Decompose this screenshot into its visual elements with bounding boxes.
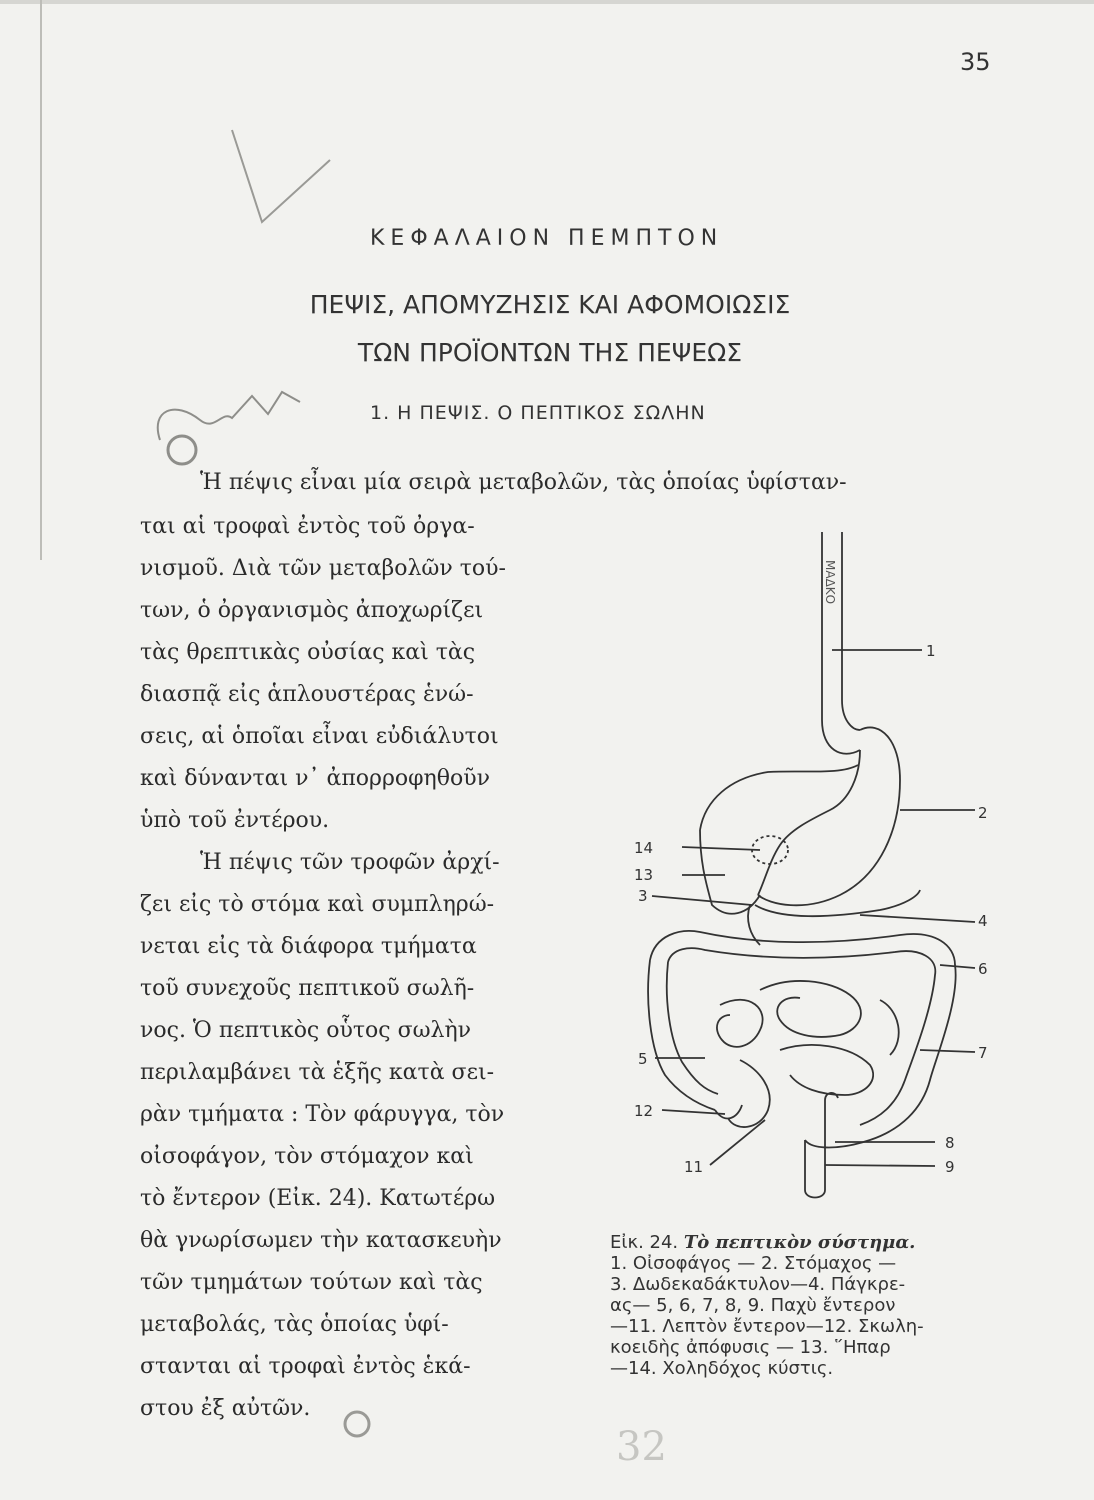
body-line: νεται εἰς τὰ διάφορα τμήματα	[140, 934, 477, 959]
figure-label-2: 2	[978, 804, 988, 822]
body-line: τοῦ συνεχοῦς πεπτικοῦ σωλῆ-	[140, 976, 475, 1001]
appendix	[715, 1105, 742, 1118]
figure-caption	[610, 1232, 1020, 1379]
esophagus-right	[842, 532, 860, 730]
leader-line-3	[652, 896, 752, 905]
caption-line: 3. Δωδεκαδάκτυλον—4. Πάγκρε-	[610, 1274, 906, 1295]
caption-line: ας— 5, 6, 7, 8, 9. Παχὺ ἔντερον	[610, 1295, 896, 1316]
figure-label-1: 1	[926, 642, 936, 660]
figure-label-4: 4	[978, 912, 988, 930]
figure-label-11: 11	[684, 1158, 704, 1176]
chapter-heading: ΚΕΦΑΛΑΙΟΝ ΠΕΜΠΤΟΝ	[370, 226, 724, 251]
body-line: τὸ ἔντερον (Εἰκ. 24). Κατωτέρω	[140, 1186, 496, 1211]
large-intestine-outer	[650, 931, 956, 1148]
leader-line-14	[682, 847, 760, 850]
body-line: οἰσοφάγον, τὸν στόμαχον καὶ	[140, 1144, 474, 1169]
small-intestine-coil	[880, 1000, 899, 1055]
figure-label-14: 14	[634, 839, 654, 857]
body-line: καὶ δύνανται ν᾽ ἀπορροφηθοῦν	[140, 766, 490, 791]
figure-label-9: 9	[945, 1158, 955, 1176]
leader-line-6	[940, 965, 975, 968]
pencil-check-mark	[232, 130, 330, 222]
body-line: των, ὁ ὀργανισμὸς ἀποχωρίζει	[140, 598, 484, 623]
caption-line: —11. Λεπτὸν ἔντερον—12. Σκωλη-	[610, 1316, 924, 1337]
body-line: θὰ γνωρίσωμεν τὴν κατασκευὴν	[140, 1228, 502, 1253]
figure-label-13: 13	[634, 866, 654, 884]
small-intestine-coil	[780, 1045, 873, 1095]
body-line: τῶν τμημάτων τούτων καὶ τὰς	[140, 1270, 483, 1295]
pencil-blot	[168, 436, 196, 464]
figure-label-3: 3	[638, 887, 648, 905]
pencil-blot-bottom	[345, 1412, 369, 1436]
stomach-outer	[758, 727, 900, 905]
tube-text: ΜΑΔΚΟ	[823, 560, 837, 605]
leader-line-7	[920, 1050, 975, 1052]
section-heading: 1. Η ΠΕΨΙΣ. Ο ΠΕΠΤΙΚΟΣ ΣΩΛΗΝ	[370, 402, 706, 424]
handwritten-note: 32	[616, 1424, 667, 1470]
body-line: μεταβολάς, τὰς ὁποίας ὑφί-	[140, 1312, 449, 1337]
rectum	[805, 1093, 838, 1198]
body-line: ρὰν τμήματα : Τὸν φάρυγγα, τὸν	[140, 1102, 505, 1127]
caption-line: 1. Οἰσοφάγος — 2. Στόμαχος —	[610, 1253, 897, 1274]
caption-figure-number: Εἰκ. 24.	[610, 1232, 679, 1253]
title-line-1: ΠΕΨΙΣ, ΑΠΟΜΥΖΗΣΙΣ ΚΑΙ ΑΦΟΜΟΙΩΣΙΣ	[309, 290, 791, 319]
body-line: σεις, αἱ ὁποῖαι εἶναι εὐδιάλυτοι	[140, 724, 499, 749]
small-intestine-coil	[760, 981, 861, 1037]
figure-label-12: 12	[634, 1102, 654, 1120]
body-line: νος. Ὁ πεπτικὸς οὗτος σωλὴν	[140, 1018, 472, 1043]
body-line: ται αἱ τροφαὶ ἐντὸς τοῦ ὀργα-	[140, 514, 475, 539]
leader-line-4	[860, 915, 975, 922]
small-intestine-coil	[717, 1000, 763, 1047]
body-line: νισμοῦ. Διὰ τῶν μεταβολῶν τού-	[140, 556, 506, 581]
body-line: διασπᾷ εἰς ἁπλουστέρας ἑνώ-	[140, 682, 474, 707]
body-line: στανται αἱ τροφαὶ ἐντὸς ἑκά-	[140, 1354, 471, 1379]
liver-top	[700, 765, 858, 830]
ascending-colon-inner	[667, 962, 718, 1094]
caption-line: κοειδὴς ἀπόφυσις — 13. ῞Ηπαρ	[610, 1337, 891, 1358]
pencil-scribble	[158, 392, 300, 440]
figure-label-6: 6	[978, 960, 988, 978]
body-line: ζει εἰς τὸ στόμα καὶ συμπληρώ-	[140, 892, 495, 917]
body-line: Ἡ πέψις τῶν τροφῶν ἀρχί-	[200, 850, 500, 875]
body-line: τὰς θρεπτικὰς οὐσίας καὶ τὰς	[140, 640, 476, 665]
figure-label-7: 7	[978, 1044, 988, 1062]
caption-title-line	[610, 1232, 1020, 1253]
large-intestine-inner	[668, 948, 935, 1125]
caption-line: —14. Χοληδόχος κύστις.	[610, 1358, 834, 1379]
body-line: ὑπὸ τοῦ ἐντέρου.	[140, 808, 330, 833]
title-line-2: ΤΩΝ ΠΡΟΪΟΝΤΩΝ ΤΗΣ ΠΕΨΕΩΣ	[357, 338, 743, 367]
figure-label-8: 8	[945, 1134, 955, 1152]
body-line: περιλαμβάνει τὰ ἑξῆς κατὰ σει-	[140, 1060, 495, 1085]
body-line: Ἡ πέψις εἶναι μία σειρὰ μεταβολῶν, τὰς ὁποίας ὑφίσταν-	[200, 470, 847, 495]
body-line: στου ἐξ αὐτῶν.	[140, 1396, 311, 1421]
page-number: 35	[960, 48, 991, 76]
leader-line-9	[825, 1165, 935, 1166]
caption-title: Τὸ πεπτικὸν σύστημα.	[683, 1232, 916, 1253]
figure-label-5: 5	[638, 1050, 648, 1068]
